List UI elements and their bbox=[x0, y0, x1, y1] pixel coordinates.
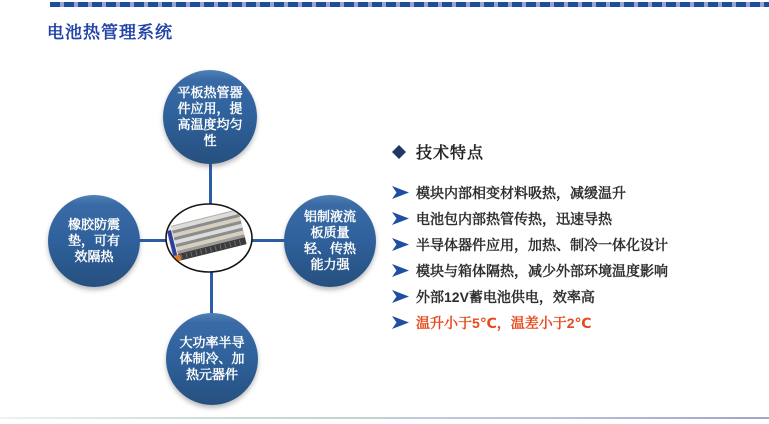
connector-top bbox=[209, 163, 212, 205]
feature-item bbox=[392, 289, 764, 304]
diagram-node-aluminum-plate bbox=[284, 195, 376, 287]
feature-text: 温升小于5℃，温差小于2℃ bbox=[416, 314, 592, 331]
feature-item bbox=[392, 185, 764, 200]
feature-text: 半导体器件应用，加热、制冷一体化设计 bbox=[416, 236, 668, 253]
top-dashed-divider bbox=[50, 2, 769, 7]
features-heading bbox=[392, 140, 764, 163]
arrow-right-icon bbox=[392, 290, 409, 303]
feature-item bbox=[392, 263, 764, 278]
arrow-right-icon bbox=[392, 212, 409, 225]
diamond-icon bbox=[392, 145, 406, 159]
feature-item-highlight bbox=[392, 315, 764, 330]
feature-text: 模块与箱体隔热，减少外部环境温度影响 bbox=[416, 262, 668, 279]
feature-text: 模块内部相变材料吸热，减缓温升 bbox=[416, 184, 626, 201]
feature-item bbox=[392, 211, 764, 226]
diagram-node-rubber-pad bbox=[48, 195, 140, 287]
feature-text: 外部12V蓄电池供电，效率高 bbox=[416, 288, 595, 305]
center-module-photo-ellipse bbox=[163, 202, 255, 279]
diagram-node-label: 橡胶防震垫，可有效隔热 bbox=[67, 217, 120, 264]
diagram-node-heat-pipe bbox=[163, 70, 257, 164]
arrow-right-icon bbox=[392, 186, 409, 199]
arrow-right-icon bbox=[392, 238, 409, 251]
feature-item bbox=[392, 237, 764, 252]
arrow-right-icon bbox=[392, 316, 409, 329]
diagram-node-semiconductor bbox=[166, 313, 258, 405]
thermoelectric-module-photo bbox=[163, 202, 255, 274]
features-heading-label: 技术特点 bbox=[416, 145, 485, 162]
feature-text: 电池包内部热管传热，迅速导热 bbox=[416, 210, 612, 227]
diagram-node-label: 铝制液流板质量轻、传热能力强 bbox=[303, 209, 356, 272]
page-title: 电池热管理系统 bbox=[47, 23, 173, 42]
bottom-divider bbox=[0, 417, 769, 419]
features-panel bbox=[392, 140, 764, 341]
arrow-right-icon bbox=[392, 264, 409, 277]
diagram-node-label: 平板热管器件应用，提高温度均匀性 bbox=[177, 85, 243, 148]
diagram-node-label: 大功率半导体制冷、加热元器件 bbox=[179, 335, 245, 382]
